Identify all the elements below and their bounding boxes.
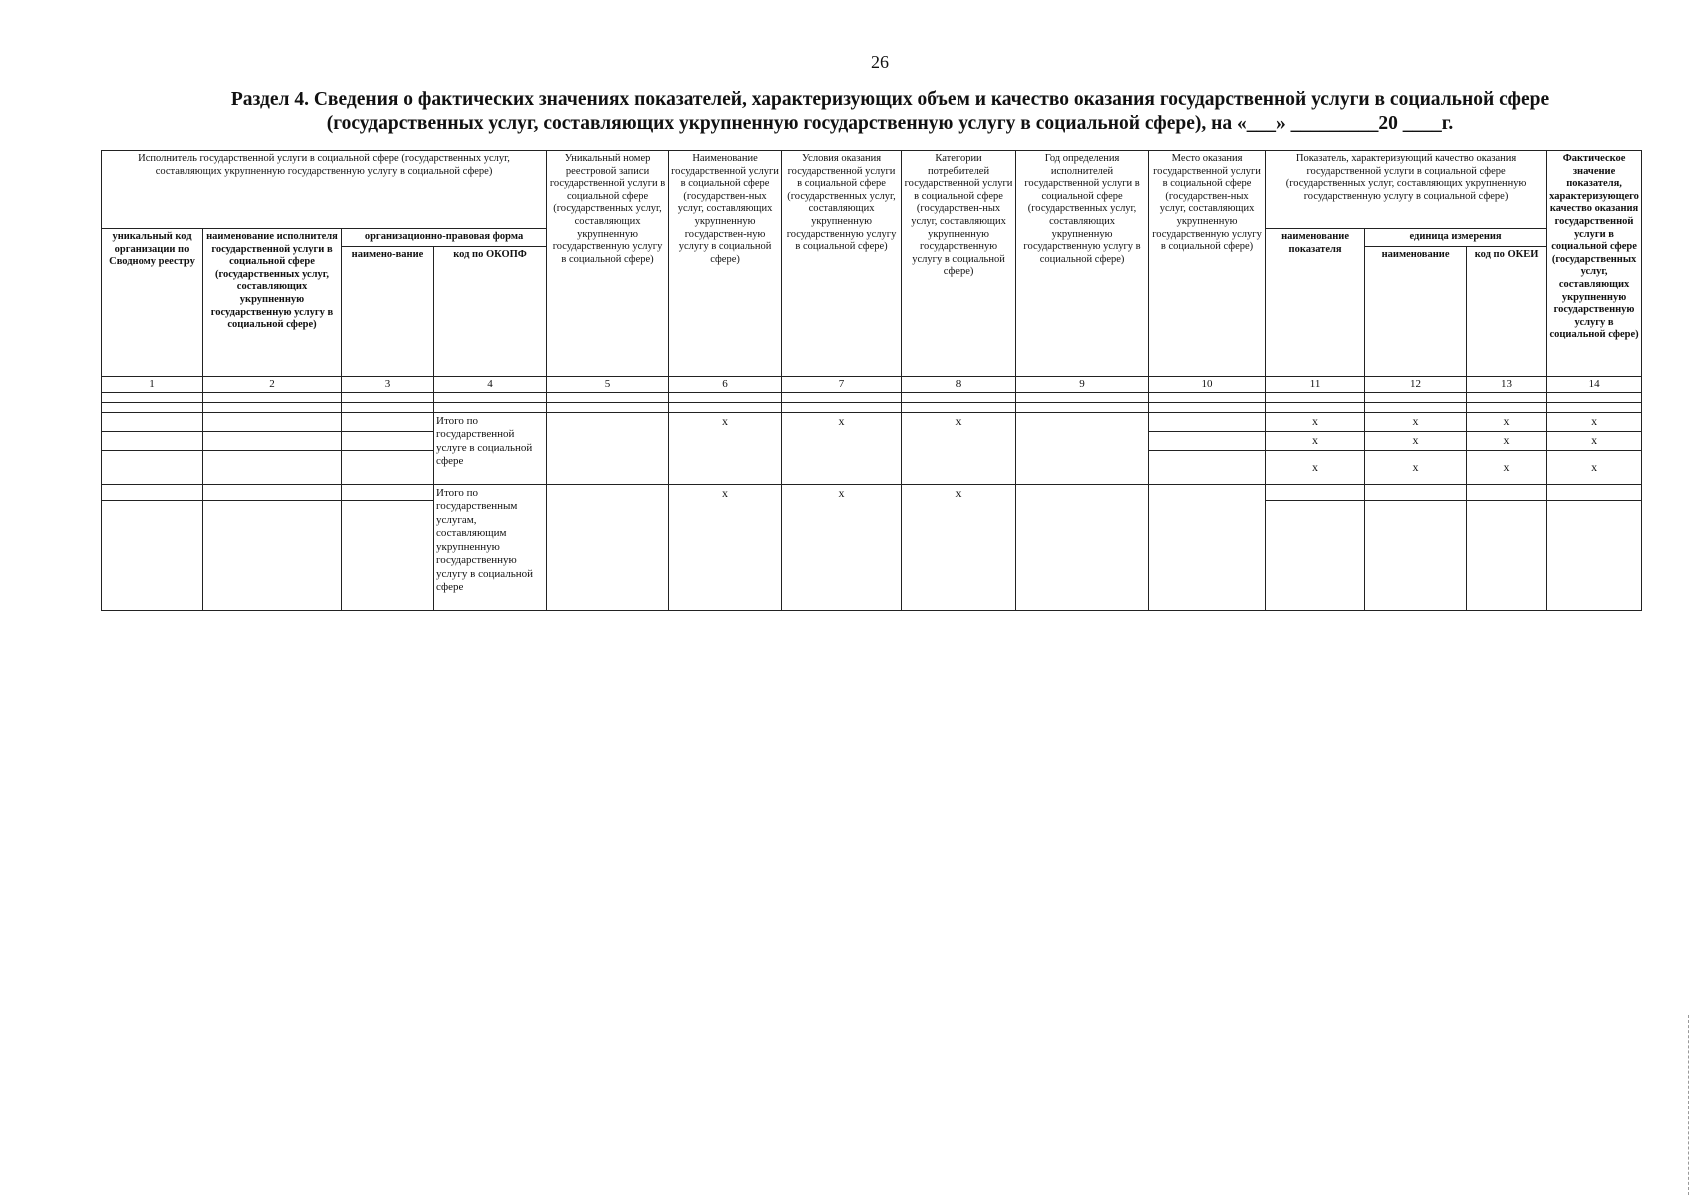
- table-cell[interactable]: [203, 450, 342, 484]
- table-cell[interactable]: [342, 392, 434, 402]
- table-cell[interactable]: [1149, 431, 1266, 450]
- header-unit-name: наименование: [1365, 246, 1467, 376]
- page-number: 26: [871, 52, 889, 72]
- table-cell[interactable]: [1149, 412, 1266, 431]
- section-title: [170, 88, 1610, 136]
- column-number: 13: [1467, 376, 1547, 392]
- table-cell[interactable]: [547, 484, 669, 610]
- x-mark: x: [1467, 412, 1547, 431]
- table-cell[interactable]: [1016, 402, 1149, 412]
- table-cell[interactable]: [1467, 484, 1547, 500]
- x-mark: x: [1547, 412, 1642, 431]
- table-cell[interactable]: [1547, 402, 1642, 412]
- header-service-place: Место оказания государственной услуги в социальной сфере (государствен-ных услуг, составляющих укрупненную государственную услугу в социальной сфере): [1149, 151, 1266, 377]
- header-service-name: Наименование государственной услуги в социальной сфере (государствен-ных услуг, составляющих укрупненную государствен-ную услугу в социальной сфере): [669, 151, 782, 377]
- table-cell[interactable]: [1547, 500, 1642, 610]
- table-cell[interactable]: [342, 500, 434, 610]
- x-mark: x: [1266, 431, 1365, 450]
- total-service-label: Итого по государственной услуге в социальной сфере: [434, 412, 547, 484]
- table-cell[interactable]: [1365, 392, 1467, 402]
- column-number: 10: [1149, 376, 1266, 392]
- table-cell[interactable]: [1266, 402, 1365, 412]
- header-org-form-name: наимено-вание: [342, 246, 434, 376]
- column-number: 8: [902, 376, 1016, 392]
- table-cell[interactable]: [1365, 402, 1467, 412]
- x-mark: x: [1547, 431, 1642, 450]
- table-cell[interactable]: [547, 392, 669, 402]
- table-cell[interactable]: [669, 392, 782, 402]
- table-cell[interactable]: [547, 412, 669, 484]
- table-cell[interactable]: [1016, 484, 1149, 610]
- table-cell[interactable]: [203, 412, 342, 431]
- column-number-row: [102, 376, 1642, 392]
- table-cell[interactable]: [342, 450, 434, 484]
- table-cell[interactable]: [1016, 412, 1149, 484]
- table-cell[interactable]: [902, 402, 1016, 412]
- x-mark: x: [902, 412, 1016, 484]
- title-line-1: Раздел 4. Сведения о фактических значениях показателей, характеризующих объем и качество оказания государственной услуги в социальной сфере: [230, 89, 1550, 110]
- x-mark: x: [902, 484, 1016, 610]
- table-cell[interactable]: [102, 392, 203, 402]
- table-cell[interactable]: [669, 402, 782, 412]
- table-cell[interactable]: [1365, 484, 1467, 500]
- table-cell[interactable]: [102, 500, 203, 610]
- column-number: 12: [1365, 376, 1467, 392]
- table-cell[interactable]: [1016, 392, 1149, 402]
- title-line-2: (государственных услуг, составляющих укрупненную государственную услугу в социальной сфере), на «___» _________20 ____г.: [326, 113, 1454, 134]
- column-number: 11: [1266, 376, 1365, 392]
- column-number: 7: [782, 376, 902, 392]
- table-row: [102, 402, 1642, 412]
- x-mark: x: [1365, 412, 1467, 431]
- column-number: 4: [434, 376, 547, 392]
- header-unit-group: единица измерения: [1365, 229, 1547, 247]
- table-cell[interactable]: [1467, 500, 1547, 610]
- column-number: 6: [669, 376, 782, 392]
- header-executor-year: Год определения исполнителей государственной услуги в социальной сфере (государственных услуг, составляющих укрупненную государственную услугу в социальной сфере): [1016, 151, 1149, 377]
- total-service-row: [102, 412, 1642, 431]
- table-cell[interactable]: [1547, 392, 1642, 402]
- table-cell[interactable]: [547, 402, 669, 412]
- table-cell[interactable]: [342, 484, 434, 500]
- header-registry-number: Уникальный номер реестровой записи государственной услуги в социальной сфере (государственных услуг, составляющих укрупненную государственную услугу в социальной сфере): [547, 151, 669, 377]
- table-cell[interactable]: [342, 412, 434, 431]
- header-service-conditions: Условия оказания государственной услуги в социальной сфере (государственных услуг, составляющих укрупненную государственную услугу в социальной сфере): [782, 151, 902, 377]
- table-cell[interactable]: [782, 392, 902, 402]
- total-services-label: Итого по государственным услугам, составляющим укрупненную государственную услугу в социальной сфере: [434, 484, 547, 610]
- x-mark: x: [669, 484, 782, 610]
- table-cell[interactable]: [1467, 392, 1547, 402]
- table-cell[interactable]: [1149, 450, 1266, 484]
- x-mark: x: [1365, 431, 1467, 450]
- x-mark: x: [669, 412, 782, 484]
- x-mark: x: [1365, 450, 1467, 484]
- header-executor-name: наименование исполнителя государственной услуги в социальной сфере (государственных услуг, составляющих укрупненную государственную услугу в социальной сфере): [203, 229, 342, 377]
- table-cell[interactable]: [342, 402, 434, 412]
- table-cell[interactable]: [203, 484, 342, 500]
- table-cell[interactable]: [342, 431, 434, 450]
- table-cell[interactable]: [102, 431, 203, 450]
- table-cell[interactable]: [102, 402, 203, 412]
- table-cell[interactable]: [1149, 402, 1266, 412]
- table-cell[interactable]: [102, 484, 203, 500]
- x-mark: x: [1266, 412, 1365, 431]
- header-unique-code: уникальный код организации по Сводному реестру: [102, 229, 203, 377]
- table-cell[interactable]: [203, 402, 342, 412]
- table-cell[interactable]: [203, 500, 342, 610]
- table-cell[interactable]: [102, 450, 203, 484]
- header-actual-value: Фактическое значение показателя, характеризующего качество оказания государственной услуги в социальной сфере (государственных услуг, составляющих укрупненную государственную услугу в социальной сфере): [1547, 151, 1642, 377]
- x-mark: x: [782, 412, 902, 484]
- x-mark: x: [1467, 431, 1547, 450]
- table-cell[interactable]: [1266, 484, 1365, 500]
- x-mark: x: [1547, 450, 1642, 484]
- total-services-row: [102, 484, 1642, 500]
- table-cell[interactable]: [1266, 500, 1365, 610]
- table-cell[interactable]: [1467, 402, 1547, 412]
- header-quality-indicator-group: Показатель, характеризующий качество оказания государственной услуги в социальной сфере (государственных услуг, составляющих укрупненную государственную услугу в социальной сфере): [1266, 151, 1547, 229]
- table-cell[interactable]: [902, 392, 1016, 402]
- table-cell[interactable]: [1149, 392, 1266, 402]
- table-cell[interactable]: [102, 412, 203, 431]
- column-number: 9: [1016, 376, 1149, 392]
- header-okei-code: код по ОКЕИ: [1467, 246, 1547, 376]
- table-cell[interactable]: [434, 392, 547, 402]
- column-number: 5: [547, 376, 669, 392]
- column-number: 3: [342, 376, 434, 392]
- x-mark: x: [782, 484, 902, 610]
- header-org-legal-form: организационно-правовая форма: [342, 229, 547, 247]
- header-okopf-code: код по ОКОПФ: [434, 246, 547, 376]
- table-cell[interactable]: [203, 392, 342, 402]
- column-number: 14: [1547, 376, 1642, 392]
- table-cell[interactable]: [434, 402, 547, 412]
- table-cell[interactable]: [1365, 500, 1467, 610]
- column-number: 2: [203, 376, 342, 392]
- table-cell[interactable]: [203, 431, 342, 450]
- table-cell[interactable]: [782, 402, 902, 412]
- header-consumer-categories: Категории потребителей государственной услуги в социальной сфере (государствен-ных услуг, составляющих укрупненную государственную услугу в социальной сфере): [902, 151, 1016, 377]
- table-row: [102, 392, 1642, 402]
- x-mark: x: [1467, 450, 1547, 484]
- x-mark: x: [1266, 450, 1365, 484]
- scan-edge-mark: [1688, 1015, 1690, 1195]
- table-cell[interactable]: [1149, 484, 1266, 610]
- header-indicator-name: наименование показателя: [1266, 229, 1365, 377]
- column-number: 1: [102, 376, 203, 392]
- header-executor-group: Исполнитель государственной услуги в социальной сфере (государственных услуг, составляющих укрупненную государственную услугу в социальной сфере): [102, 151, 547, 229]
- report-table: [101, 150, 1642, 611]
- table-cell[interactable]: [1266, 392, 1365, 402]
- table-cell[interactable]: [1547, 484, 1642, 500]
